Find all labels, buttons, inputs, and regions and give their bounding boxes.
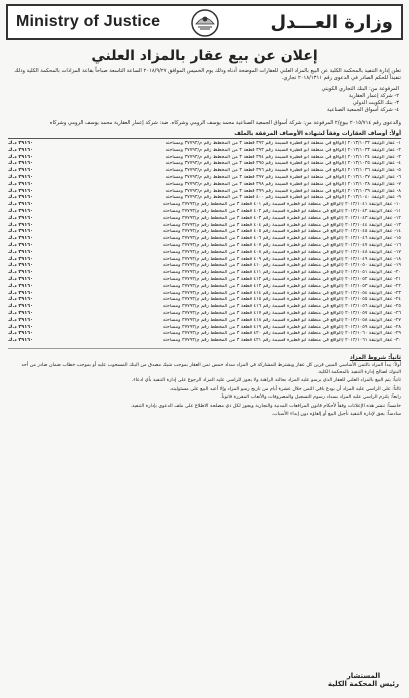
property-description: ٥- عقار الوثيقة ٢٠١٣/١٠٣٦ (الواقع في منطقة أبو فطيرة قسيمة رقم ٣٩٦ قطعة ٣ من المخطط رقم م/٣٧٧٩٣ ومساحته	[165, 168, 401, 174]
property-price: ٢٩١٦٠ د.ك	[8, 141, 33, 146]
property-price: ٢٩١٦٠ د.ك	[8, 331, 33, 337]
condition-item: ثالثاً: على الراسي عليه المزاد أن يودع باقي الثمن خلال عشرة أيام من تاريخ رسو المزاد وإلا أعيد البيع على مسئوليته.	[169, 386, 401, 392]
property-item	[8, 304, 401, 311]
property-price: ٢٩١٦٠ د.ك	[8, 290, 33, 296]
property-description: ١- عقار الوثيقة ٢٠١٣/١٠٣٢ (الواقع في منطقة أبو فطيرة قسيمة رقم ٣٩٢ قطعة ٣ من المخطط رقم م/٣٧٧٩٣ ومساحته	[165, 141, 401, 146]
property-price: ٢٩١٦٠ د.ك	[8, 154, 33, 160]
property-item	[8, 189, 401, 196]
property-description: ٢- عقار الوثيقة ٢٠١٣/١٠٣٣ (الواقع في منطقة أبو فطيرة قسيمة رقم ٣٩٣ قطعة ٣ من المخطط رقم م/٣٧٧٩٣ ومساحته	[165, 147, 401, 153]
property-description: ٣٠- عقار الوثيقة ٢٠١٣/١٠٦١ (الواقع في منطقة أبو فطيرة قسيمة رقم ٤٢١ قطعة ٣ من المخطط رقم م/٣٧٧٩٣ ومساحته	[162, 338, 401, 344]
announcement-title: إعلان عن بيع عقار بالمزاد العلني	[91, 48, 318, 64]
ministry-title-en: Ministry of Justice	[16, 13, 161, 30]
property-item	[8, 141, 401, 148]
condition-item: ثانياً: يتم البيع بالمزاد العلني للعقار الذي يرسو عليه المزاد بحالته الراهنة ولا يجوز للراسي عليه المزاد الرجوع على إدارة التنفيذ بأي ادعاء.	[131, 378, 401, 384]
property-item	[8, 236, 401, 243]
property-item	[8, 216, 401, 223]
property-item	[8, 182, 401, 189]
condition-item: رابعاً: يلتزم الراسي عليه المزاد بسداد رسوم التسجيل والمصروفات والأتعاب المقررة قانوناً.	[220, 395, 401, 401]
property-price: ٢٩١٦٠ د.ك	[8, 215, 33, 221]
property-item	[8, 257, 401, 264]
property-price: ٢٩١٦٠ د.ك	[8, 283, 33, 289]
plaintiffs-block	[8, 86, 401, 114]
property-item	[8, 202, 401, 209]
property-description: ٢٧- عقار الوثيقة ٢٠١٣/١٠٥٨ (الواقع في منطقة أبو فطيرة قسيمة رقم ٤١٨ قطعة ٣ من المخطط رقم م/٣٧٧٩٣ ومساحته	[162, 317, 401, 323]
conditions-heading: ثانياً: شروط المزاد	[349, 354, 401, 361]
property-price: ٢٩١٦٠ د.ك	[8, 242, 33, 248]
descriptions-heading: أولاً: أوصاف العقارات وفقاً لشهادة الأوصاف المرفقة بالملف	[8, 131, 401, 139]
property-price: ٢٩١٦٠ د.ك	[8, 188, 33, 194]
property-item	[8, 297, 401, 304]
property-price: ٢٩١٦٠ د.ك	[8, 181, 33, 187]
property-price: ٢٩١٦٠ د.ك	[8, 208, 33, 214]
property-item	[8, 243, 401, 250]
property-description: ١١- عقار الوثيقة ٢٠١٣/١٠٤٢ (الواقع في منطقة أبو فطيرة قسيمة رقم ٤٠٢ قطعة ٣ من المخطط رقم م/٣٧٧٩٣ ومساحته	[162, 208, 401, 214]
property-description: ٨- عقار الوثيقة ٢٠١٣/١٠٣٩ (الواقع في منطقة أبو فطيرة قسيمة رقم ٣٩٩ قطعة ٣ من المخطط رقم م/٣٧٧٩٣ ومساحته	[165, 188, 401, 194]
conditions-list	[6, 363, 403, 419]
property-description: ٢٣- عقار الوثيقة ٢٠١٣/١٠٥٤ (الواقع في منطقة أبو فطيرة قسيمة رقم ٤١٤ قطعة ٣ من المخطط رقم م/٣٧٧٩٣ ومساحته	[162, 290, 401, 296]
property-item	[8, 250, 401, 257]
property-price: ٢٩١٦٠ د.ك	[8, 324, 33, 330]
property-price: ٢٩١٦٠ د.ك	[8, 276, 33, 282]
property-item	[8, 168, 401, 175]
divider	[8, 348, 401, 349]
property-item	[8, 148, 401, 155]
property-description: ٢٢- عقار الوثيقة ٢٠١٣/١٠٥٣ (الواقع في منطقة أبو فطيرة قسيمة رقم ٤١٣ قطعة ٣ من المخطط رقم م/٣٧٧٩٣ ومساحته	[162, 283, 401, 289]
property-item	[8, 284, 401, 291]
property-description: ٢٦- عقار الوثيقة ٢٠١٣/١٠٥٧ (الواقع في منطقة أبو فطيرة قسيمة رقم ٤١٧ قطعة ٣ من المخطط رقم م/٣٧٧٩٣ ومساحته	[162, 310, 401, 316]
property-description: ٧- عقار الوثيقة ٢٠١٣/١٠٣٨ (الواقع في منطقة أبو فطيرة قسيمة رقم ٣٩٨ قطعة ٣ من المخطط رقم م/٣٧٧٩٣ ومساحته	[165, 181, 401, 187]
property-price: ٢٩١٦٠ د.ك	[8, 168, 33, 174]
signature-line1: المستشار	[346, 672, 381, 680]
property-description: ١٦- عقار الوثيقة ٢٠١٣/١٠٤٧ (الواقع في منطقة أبو فطيرة قسيمة رقم ٤٠٧ قطعة ٣ من المخطط رقم م/٣٧٧٩٣ ومساحته	[162, 242, 401, 248]
property-item	[8, 263, 401, 270]
property-list	[8, 141, 401, 345]
property-price: ٢٩١٦٠ د.ك	[8, 263, 33, 269]
property-item	[8, 270, 401, 277]
property-description: ٦- عقار الوثيقة ٢٠١٣/١٠٣٧ (الواقع في منطقة أبو فطيرة قسيمة رقم ٣٩٧ قطعة ٣ من المخطط رقم م/٣٧٧٩٣ ومساحته	[165, 174, 401, 180]
property-price: ٢٩١٦٠ د.ك	[8, 195, 33, 201]
property-item	[8, 311, 401, 318]
property-price: ٢٩١٦٠ د.ك	[8, 147, 33, 153]
property-description: ١٢- عقار الوثيقة ٢٠١٣/١٠٤٣ (الواقع في منطقة أبو فطيرة قسيمة رقم ٤٠٣ قطعة ٣ من المخطط رقم م/٣٧٧٩٣ ومساحته	[162, 215, 401, 221]
property-price: ٢٩١٦٠ د.ك	[8, 317, 33, 323]
property-price: ٢٩١٦٠ د.ك	[8, 202, 33, 208]
plaintiff-item: ٤- شركة أسواق الجمعية الصناعية	[327, 107, 399, 113]
property-price: ٢٩١٦٠ د.ك	[8, 256, 33, 262]
announcement-intro: تعلن إدارة التنفيذ بالمحكمة الكلية عن البيع بالمزاد العلني للعقارات الموضحة أدناه وذلك يوم الخميس الموافق ٢٠١٨/٩/٢٧ الساعة التاسعة صباحاً بقاعة المزادات بالمحكمة الكلية وذلك تنفيذاً للحكم الصادر في الدعوى رقم ٢٠١٨/١٣١١ تجاري.	[14, 68, 401, 81]
property-description: ١٥- عقار الوثيقة ٢٠١٣/١٠٤٦ (الواقع في منطقة أبو فطيرة قسيمة رقم ٤٠٦ قطعة ٣ من المخطط رقم م/٣٧٧٩٣ ومساحته	[162, 236, 401, 242]
signature-block	[328, 672, 399, 688]
property-description: ٣- عقار الوثيقة ٢٠١٣/١٠٣٤ (الواقع في منطقة أبو فطيرة قسيمة رقم ٣٩٤ قطعة ٣ من المخطط رقم م/٣٧٧٩٣ ومساحته	[165, 154, 401, 160]
property-item	[8, 229, 401, 236]
property-price: ٢٩١٦٠ د.ك	[8, 304, 33, 310]
property-description: ٩- عقار الوثيقة ٢٠١٣/١٠٤٠ (الواقع في منطقة أبو فطيرة قسيمة رقم ٤٠٠ قطعة ٣ من المخطط رقم م/٣٧٧٩٣ ومساحته	[165, 195, 401, 201]
condition-item: خامساً: تنشر هذه الإعلانات وفقاً لأحكام قانون المرافعات المدنية والتجارية ويجوز لكل ذي مصلحة الاطلاع على ملف الدعوى بإدارة التنفيذ.	[130, 403, 401, 409]
property-item	[8, 223, 401, 230]
property-item	[8, 175, 401, 182]
property-price: ٢٩١٦٠ د.ك	[8, 236, 33, 242]
property-item	[8, 325, 401, 332]
property-description: ٢٥- عقار الوثيقة ٢٠١٣/١٠٥٦ (الواقع في منطقة أبو فطيرة قسيمة رقم ٤١٦ قطعة ٣ من المخطط رقم م/٣٧٧٩٣ ومساحته	[162, 304, 401, 310]
property-description: ١٤- عقار الوثيقة ٢٠١٣/١٠٤٥ (الواقع في منطقة أبو فطيرة قسيمة رقم ٤٠٥ قطعة ٣ من المخطط رقم م/٣٧٧٩٣ ومساحته	[162, 229, 401, 235]
property-description: ١٨- عقار الوثيقة ٢٠١٣/١٠٤٩ (الواقع في منطقة أبو فطيرة قسيمة رقم ٤٠٩ قطعة ٣ من المخطط رقم م/٣٧٧٩٣ ومساحته	[162, 256, 401, 262]
property-item	[8, 338, 401, 345]
property-item	[8, 291, 401, 298]
property-item	[8, 161, 401, 168]
property-price: ٢٩١٦٠ د.ك	[8, 297, 33, 303]
property-description: ١٠- عقار الوثيقة ٢٠١٣/١٠٤١ (الواقع في منطقة أبو فطيرة قسيمة رقم ٤٠١ قطعة ٣ من المخطط رقم م/٣٧٧٩٣ ومساحته	[162, 202, 401, 208]
property-description: ٢٠- عقار الوثيقة ٢٠١٣/١٠٥١ (الواقع في منطقة أبو فطيرة قسيمة رقم ٤١١ قطعة ٣ من المخطط رقم م/٣٧٧٩٣ ومساحته	[162, 270, 401, 276]
plaintiff-item: ٣- بنك الكويت الدولي	[352, 100, 399, 106]
property-description: ١٩- عقار الوثيقة ٢٠١٣/١٠٥٠ (الواقع في منطقة أبو فطيرة قسيمة رقم ٤١٠ قطعة ٣ من المخطط رقم م/٣٧٧٩٣ ومساحته	[162, 263, 401, 269]
case-details: والدعوى رقم ٢٠١٥/٧١٤ بيوع/٢ المرفوعة من: شركة أسواق الجمعية الصناعية محمد يوسف الرومي وشركاه. ضد: شركة إعمار العقارية محمد يوسف الرومي وشركاه	[49, 120, 401, 126]
property-description: ٢٩- عقار الوثيقة ٢٠١٣/١٠٦٠ (الواقع في منطقة أبو فطيرة قسيمة رقم ٤٢٠ قطعة ٣ من المخطط رقم م/٣٧٧٩٣ ومساحته	[162, 331, 401, 337]
plaintiffs-label: المرفوعة من: البنك التجاري الكويتي	[321, 86, 399, 92]
property-item	[8, 155, 401, 162]
property-price: ٢٩١٦٠ د.ك	[8, 249, 33, 255]
condition-item: سادساً: يحق لإدارة التنفيذ تأجيل البيع أو إلغاؤه دون إبداء الأسباب.	[271, 412, 401, 418]
property-item	[8, 209, 401, 216]
plaintiff-item: ٢- شركة إعمار العقارية	[348, 93, 399, 99]
property-price: ٢٩١٦٠ د.ك	[8, 270, 33, 276]
property-price: ٢٩١٦٠ د.ك	[8, 310, 33, 316]
property-price: ٢٩١٦٠ د.ك	[8, 338, 33, 344]
property-price: ٢٩١٦٠ د.ك	[8, 161, 33, 167]
property-description: ٢٤- عقار الوثيقة ٢٠١٣/١٠٥٥ (الواقع في منطقة أبو فطيرة قسيمة رقم ٤١٥ قطعة ٣ من المخطط رقم م/٣٧٧٩٣ ومساحته	[162, 297, 401, 303]
property-description: ١٧- عقار الوثيقة ٢٠١٣/١٠٤٨ (الواقع في منطقة أبو فطيرة قسيمة رقم ٤٠٨ قطعة ٣ من المخطط رقم م/٣٧٧٩٣ ومساحته	[162, 249, 401, 255]
signature-line2: رئيس المحكمة الكلية	[327, 680, 399, 688]
condition-item: أولاً: يبدأ المزاد بالثمن الأساسي المبين قرين كل عقار ويشترط للمشاركة في المزاد سداد خمس ثمن العقار بموجب شيك مصدق من البنك المسحوب عليه أو بموجب خطاب ضمان صادر من أحد البنوك لصالح إدارة التنفيذ بالمحكمة الكلية.	[21, 362, 401, 375]
header-banner	[6, 4, 403, 40]
property-item	[8, 318, 401, 325]
property-description: ٢٨- عقار الوثيقة ٢٠١٣/١٠٥٩ (الواقع في منطقة أبو فطيرة قسيمة رقم ٤١٩ قطعة ٣ من المخطط رقم م/٣٧٧٩٣ ومساحته	[162, 324, 401, 330]
kuwait-emblem-icon	[190, 8, 220, 38]
property-price: ٢٩١٦٠ د.ك	[8, 174, 33, 180]
property-description: ٤- عقار الوثيقة ٢٠١٣/١٠٣٥ (الواقع في منطقة أبو فطيرة قسيمة رقم ٣٩٥ قطعة ٣ من المخطط رقم م/٣٧٧٩٣ ومساحته	[165, 161, 401, 167]
property-item	[8, 277, 401, 284]
property-price: ٢٩١٦٠ د.ك	[8, 222, 33, 228]
property-item	[8, 331, 401, 338]
property-price: ٢٩١٦٠ د.ك	[8, 229, 33, 235]
property-item	[8, 195, 401, 202]
property-description: ٢١- عقار الوثيقة ٢٠١٣/١٠٥٢ (الواقع في منطقة أبو فطيرة قسيمة رقم ٤١٢ قطعة ٣ من المخطط رقم م/٣٧٧٩٣ ومساحته	[162, 276, 401, 282]
ministry-title-ar: وزارة العـــدل	[270, 11, 393, 33]
property-description: ١٣- عقار الوثيقة ٢٠١٣/١٠٤٤ (الواقع في منطقة أبو فطيرة قسيمة رقم ٤٠٤ قطعة ٣ من المخطط رقم م/٣٧٧٩٣ ومساحته	[162, 222, 401, 228]
